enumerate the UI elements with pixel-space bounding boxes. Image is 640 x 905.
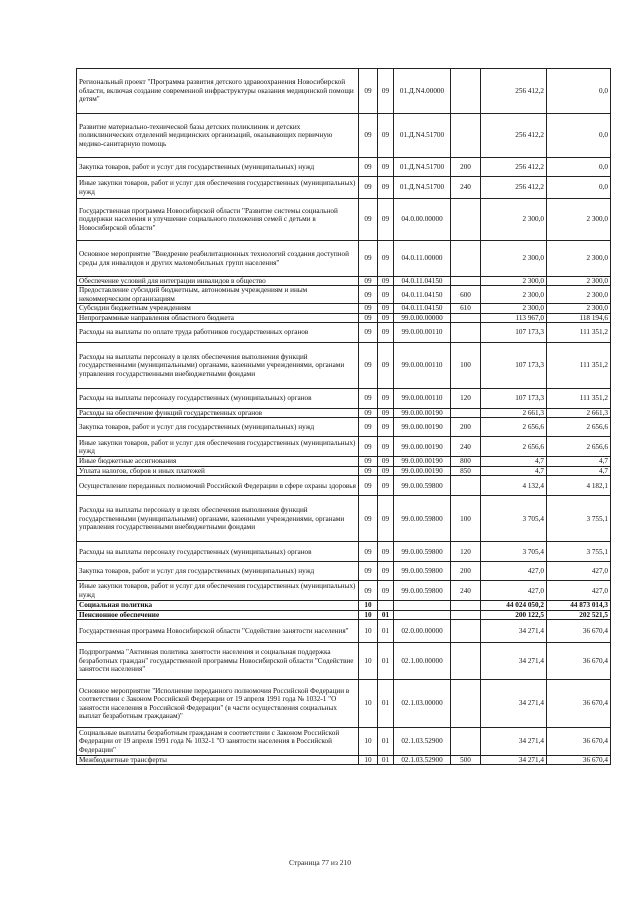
cell-rz: 09 [359, 158, 378, 177]
cell-s2: 2 300,0 [547, 277, 611, 286]
cell-pr: 09 [378, 437, 394, 457]
cell-s1: 4 132,4 [481, 476, 547, 496]
cell-vr [451, 323, 481, 343]
cell-name: Государственная программа Новосибирской области "Содействие занятости населения" [77, 620, 359, 643]
cell-pr: 09 [378, 69, 394, 114]
cell-rz: 09 [359, 581, 378, 601]
cell-pr: 09 [378, 343, 394, 389]
cell-csr: 02.1.00.00000 [394, 643, 451, 680]
cell-name: Закупка товаров, работ и услуг для государственных (муниципальных) нужд [77, 158, 359, 177]
cell-name: Расходы на выплаты по оплате труда работников государственных органов [77, 323, 359, 343]
cell-name: Осуществление переданных полномочий Российской Федерации в сфере охраны здоровья [77, 476, 359, 496]
table-row [77, 562, 611, 581]
table-row [77, 199, 611, 241]
cell-vr: 120 [451, 389, 481, 409]
cell-name: Расходы на выплаты персоналу в целях обеспечения выполнения функций государственными (муниципальными) органами, казенными учреждениями, органами управления государственными внебюджетными фондами [77, 496, 359, 542]
table-row [77, 114, 611, 158]
cell-rz: 09 [359, 389, 378, 409]
cell-csr: 99.0.00.59800 [394, 581, 451, 601]
table-row [77, 680, 611, 728]
cell-pr: 09 [378, 277, 394, 286]
cell-s1: 2 300,0 [481, 277, 547, 286]
cell-name: Расходы на выплаты персоналу государственных (муниципальных) органов [77, 389, 359, 409]
cell-name: Расходы на выплаты персоналу государственных (муниципальных) органов [77, 542, 359, 562]
cell-rz: 10 [359, 756, 378, 765]
cell-name: Региональный проект "Программа развития детского здравоохранения Новосибирской области, включая создание современной инфраструктуры оказания медицинской помощи детям" [77, 69, 359, 114]
cell-rz: 10 [359, 643, 378, 680]
cell-pr: 09 [378, 409, 394, 418]
cell-s1: 2 300,0 [481, 286, 547, 304]
cell-pr: 09 [378, 114, 394, 158]
cell-rz: 09 [359, 418, 378, 437]
cell-s2: 2 300,0 [547, 304, 611, 313]
cell-name: Обеспечение условий для интеграции инвалидов в общество [77, 277, 359, 286]
cell-csr: 04.0.11.04150 [394, 286, 451, 304]
cell-s2: 427,0 [547, 562, 611, 581]
cell-rz: 09 [359, 496, 378, 542]
cell-s1: 107 173,3 [481, 343, 547, 389]
cell-csr: 02.0.00.00000 [394, 620, 451, 643]
cell-s1: 256 412,2 [481, 69, 547, 114]
cell-vr: 100 [451, 496, 481, 542]
cell-name: Расходы на выплаты персоналу в целях обеспечения выполнения функций государственными (муниципальными) органами, казенными учреждениями, органами управления государственными внебюджетными фондами [77, 343, 359, 389]
cell-name: Закупка товаров, работ и услуг для государственных (муниципальных) нужд [77, 562, 359, 581]
cell-vr: 850 [451, 466, 481, 475]
cell-csr: 04.0.11.04150 [394, 277, 451, 286]
cell-vr [451, 409, 481, 418]
cell-rz: 09 [359, 313, 378, 322]
cell-vr [451, 69, 481, 114]
cell-name: Расходы на обеспечение функций государственных органов [77, 409, 359, 418]
cell-s2: 36 670,4 [547, 680, 611, 728]
cell-vr [451, 313, 481, 322]
cell-vr [451, 610, 481, 619]
cell-pr: 09 [378, 581, 394, 601]
cell-rz: 09 [359, 437, 378, 457]
cell-csr: 99.0.00.00190 [394, 457, 451, 466]
cell-pr: 09 [378, 562, 394, 581]
table-row [77, 620, 611, 643]
cell-name: Иные бюджетные ассигнования [77, 457, 359, 466]
cell-vr: 240 [451, 437, 481, 457]
cell-vr [451, 476, 481, 496]
cell-pr: 09 [378, 457, 394, 466]
cell-csr: 04.0.00.00000 [394, 199, 451, 241]
cell-vr: 600 [451, 286, 481, 304]
budget-table-body [77, 69, 611, 765]
cell-name: Социальные выплаты безработным гражданам в соответствии с Законом Российской Федерации от 19 апреля 1991 года № 1032-1 "О занятости населения в Российской Федерации" [77, 728, 359, 756]
cell-s2: 0,0 [547, 158, 611, 177]
cell-vr [451, 680, 481, 728]
cell-s1: 2 300,0 [481, 199, 547, 241]
table-row [77, 343, 611, 389]
cell-pr: 09 [378, 466, 394, 475]
cell-csr [394, 610, 451, 619]
cell-s2: 111 351,2 [547, 389, 611, 409]
cell-s2: 3 755,1 [547, 542, 611, 562]
cell-pr: 01 [378, 610, 394, 619]
cell-pr: 09 [378, 542, 394, 562]
table-row [77, 496, 611, 542]
table-row [77, 409, 611, 418]
cell-name: Иные закупки товаров, работ и услуг для обеспечения государственных (муниципальных) нужд [77, 581, 359, 601]
cell-rz: 09 [359, 457, 378, 466]
cell-rz: 09 [359, 177, 378, 199]
table-row [77, 158, 611, 177]
table-row [77, 542, 611, 562]
cell-vr: 800 [451, 457, 481, 466]
cell-pr: 01 [378, 680, 394, 728]
table-row [77, 610, 611, 619]
cell-name: Иные закупки товаров, работ и услуг для обеспечения государственных (муниципальных) нужд [77, 437, 359, 457]
table-row [77, 304, 611, 313]
cell-csr: 04.0.11.00000 [394, 241, 451, 277]
table-row [77, 323, 611, 343]
cell-s1: 3 705,4 [481, 542, 547, 562]
cell-csr: 01.Д.N4.51700 [394, 158, 451, 177]
cell-rz: 09 [359, 69, 378, 114]
table-row [77, 313, 611, 322]
cell-s1: 34 271,4 [481, 643, 547, 680]
cell-pr: 09 [378, 313, 394, 322]
cell-s2: 0,0 [547, 69, 611, 114]
cell-vr [451, 620, 481, 643]
cell-s1: 2 661,3 [481, 409, 547, 418]
table-row [77, 437, 611, 457]
table-row [77, 643, 611, 680]
cell-name: Пенсионное обеспечение [77, 610, 359, 619]
cell-s1: 2 656,6 [481, 418, 547, 437]
cell-vr [451, 277, 481, 286]
cell-name: Государственная программа Новосибирской области "Развитие системы социальной поддержки населения и улучшение социального положения семей с детьми в Новосибирской области" [77, 199, 359, 241]
cell-s2: 0,0 [547, 177, 611, 199]
cell-csr: 02.1.03.00000 [394, 680, 451, 728]
table-row [77, 389, 611, 409]
cell-s2: 0,0 [547, 114, 611, 158]
cell-vr [451, 241, 481, 277]
cell-vr [451, 199, 481, 241]
cell-rz: 10 [359, 680, 378, 728]
cell-csr: 99.0.00.00110 [394, 389, 451, 409]
table-row [77, 286, 611, 304]
cell-rz: 09 [359, 286, 378, 304]
cell-pr: 09 [378, 199, 394, 241]
cell-rz: 09 [359, 466, 378, 475]
cell-s2: 2 656,6 [547, 437, 611, 457]
cell-s1: 2 300,0 [481, 304, 547, 313]
cell-csr: 04.0.11.04150 [394, 304, 451, 313]
cell-s2: 202 521,5 [547, 610, 611, 619]
cell-s2: 36 670,4 [547, 728, 611, 756]
cell-name: Социальная политика [77, 601, 359, 610]
cell-rz: 09 [359, 343, 378, 389]
cell-csr: 99.0.00.00000 [394, 313, 451, 322]
cell-pr: 01 [378, 756, 394, 765]
cell-name: Закупка товаров, работ и услуг для государственных (муниципальных) нужд [77, 418, 359, 437]
cell-name: Подпрограмма "Активная политика занятости населения и социальная поддержка безработных граждан" государственной программы Новосибирской области "Содействие занятости населения" [77, 643, 359, 680]
cell-rz: 09 [359, 476, 378, 496]
table-row [77, 728, 611, 756]
cell-rz: 09 [359, 114, 378, 158]
cell-s1: 107 173,3 [481, 323, 547, 343]
cell-csr: 99.0.00.00110 [394, 343, 451, 389]
table-row [77, 581, 611, 601]
cell-csr: 99.0.00.00190 [394, 418, 451, 437]
cell-s1: 34 271,4 [481, 728, 547, 756]
cell-s1: 34 271,4 [481, 756, 547, 765]
cell-csr: 01.Д.N4.51700 [394, 114, 451, 158]
cell-vr: 100 [451, 343, 481, 389]
cell-pr: 09 [378, 304, 394, 313]
cell-pr [378, 601, 394, 610]
cell-csr: 01.Д.N4.00000 [394, 69, 451, 114]
cell-pr: 09 [378, 418, 394, 437]
cell-vr: 200 [451, 562, 481, 581]
cell-csr: 99.0.00.59800 [394, 476, 451, 496]
cell-rz: 09 [359, 542, 378, 562]
cell-vr: 200 [451, 418, 481, 437]
cell-csr: 99.0.00.59800 [394, 542, 451, 562]
cell-s1: 4,7 [481, 457, 547, 466]
cell-pr: 09 [378, 286, 394, 304]
cell-pr: 09 [378, 241, 394, 277]
cell-csr [394, 601, 451, 610]
table-row [77, 466, 611, 475]
cell-rz: 09 [359, 409, 378, 418]
cell-s2: 3 755,1 [547, 496, 611, 542]
cell-s1: 34 271,4 [481, 620, 547, 643]
cell-s1: 256 412,2 [481, 177, 547, 199]
cell-rz: 09 [359, 277, 378, 286]
cell-csr: 99.0.00.00190 [394, 409, 451, 418]
cell-rz: 09 [359, 562, 378, 581]
cell-s1: 107 173,3 [481, 389, 547, 409]
cell-name: Субсидии бюджетным учреждениям [77, 304, 359, 313]
cell-name: Межбюджетные трансферты [77, 756, 359, 765]
cell-s2: 44 873 014,3 [547, 601, 611, 610]
cell-s1: 256 412,2 [481, 114, 547, 158]
cell-s2: 111 351,2 [547, 323, 611, 343]
cell-rz: 10 [359, 601, 378, 610]
table-row [77, 601, 611, 610]
cell-s2: 427,0 [547, 581, 611, 601]
cell-csr: 02.1.03.52900 [394, 756, 451, 765]
cell-name: Уплата налогов, сборов и иных платежей [77, 466, 359, 475]
table-row [77, 457, 611, 466]
cell-pr: 09 [378, 323, 394, 343]
cell-rz: 10 [359, 728, 378, 756]
cell-pr: 09 [378, 389, 394, 409]
cell-rz: 10 [359, 610, 378, 619]
cell-csr: 01.Д.N4.51700 [394, 177, 451, 199]
cell-rz: 09 [359, 304, 378, 313]
cell-s1: 2 300,0 [481, 241, 547, 277]
cell-csr: 99.0.00.00190 [394, 466, 451, 475]
cell-s2: 2 300,0 [547, 199, 611, 241]
cell-s2: 118 194,6 [547, 313, 611, 322]
cell-csr: 99.0.00.59800 [394, 496, 451, 542]
table-row [77, 177, 611, 199]
cell-s1: 2 656,6 [481, 437, 547, 457]
cell-vr: 500 [451, 756, 481, 765]
cell-name: Иные закупки товаров, работ и услуг для обеспечения государственных (муниципальных) нужд [77, 177, 359, 199]
cell-vr: 120 [451, 542, 481, 562]
cell-name: Непрограммные направления областного бюджета [77, 313, 359, 322]
cell-name: Предоставление субсидий бюджетным, автономным учреждениям и иным некоммерческим организациям [77, 286, 359, 304]
cell-s2: 36 670,4 [547, 620, 611, 643]
cell-pr: 01 [378, 620, 394, 643]
table-row [77, 69, 611, 114]
budget-table [76, 68, 611, 765]
cell-name: Основное мероприятие "Внедрение реабилитационных технологий создания доступной среды для инвалидов и других маломобильных групп населения" [77, 241, 359, 277]
cell-s1: 200 122,5 [481, 610, 547, 619]
cell-s1: 4,7 [481, 466, 547, 475]
cell-s1: 113 967,0 [481, 313, 547, 322]
cell-s2: 2 661,3 [547, 409, 611, 418]
cell-s1: 3 705,4 [481, 496, 547, 542]
cell-s2: 36 670,4 [547, 756, 611, 765]
cell-s1: 427,0 [481, 581, 547, 601]
cell-rz: 09 [359, 199, 378, 241]
cell-rz: 09 [359, 241, 378, 277]
cell-pr: 01 [378, 643, 394, 680]
cell-s2: 2 300,0 [547, 286, 611, 304]
table-row [77, 241, 611, 277]
cell-s1: 427,0 [481, 562, 547, 581]
cell-vr: 240 [451, 177, 481, 199]
cell-rz: 10 [359, 620, 378, 643]
cell-vr [451, 728, 481, 756]
table-row [77, 277, 611, 286]
cell-pr: 09 [378, 177, 394, 199]
cell-s2: 2 656,6 [547, 418, 611, 437]
cell-pr: 09 [378, 476, 394, 496]
cell-vr: 200 [451, 158, 481, 177]
cell-pr: 01 [378, 728, 394, 756]
cell-vr [451, 601, 481, 610]
cell-pr: 09 [378, 496, 394, 542]
cell-rz: 09 [359, 323, 378, 343]
cell-vr: 610 [451, 304, 481, 313]
cell-name: Развитие материально-технической базы детских поликлиник и детских поликлинических отделений медицинских организаций, оказывающих первичную медико-санитарную помощь [77, 114, 359, 158]
table-row [77, 476, 611, 496]
cell-vr [451, 643, 481, 680]
cell-csr: 99.0.00.59800 [394, 562, 451, 581]
cell-s2: 4,7 [547, 457, 611, 466]
cell-vr: 240 [451, 581, 481, 601]
cell-s2: 2 300,0 [547, 241, 611, 277]
cell-s2: 4,7 [547, 466, 611, 475]
cell-name: Основное мероприятие "Исполнение переданного полномочия Российской Федерации в соответствии с Законом Российской Федерации от 19 апреля 1991 года № 1032-1 "О занятости населения в Российской Федерации" (в части осуществления социальных выплат безработным гражданам)" [77, 680, 359, 728]
cell-pr: 09 [378, 158, 394, 177]
cell-csr: 99.0.00.00190 [394, 437, 451, 457]
page-number: Страница 77 из 210 [288, 858, 352, 867]
cell-s2: 36 670,4 [547, 643, 611, 680]
cell-s2: 111 351,2 [547, 343, 611, 389]
cell-vr [451, 114, 481, 158]
cell-csr: 99.0.00.00110 [394, 323, 451, 343]
cell-csr: 02.1.03.52900 [394, 728, 451, 756]
cell-s1: 34 271,4 [481, 680, 547, 728]
table-row [77, 418, 611, 437]
table-row [77, 756, 611, 765]
budget-table-container [76, 68, 610, 765]
cell-s2: 4 182,1 [547, 476, 611, 496]
cell-s1: 44 024 050,2 [481, 601, 547, 610]
cell-s1: 256 412,2 [481, 158, 547, 177]
